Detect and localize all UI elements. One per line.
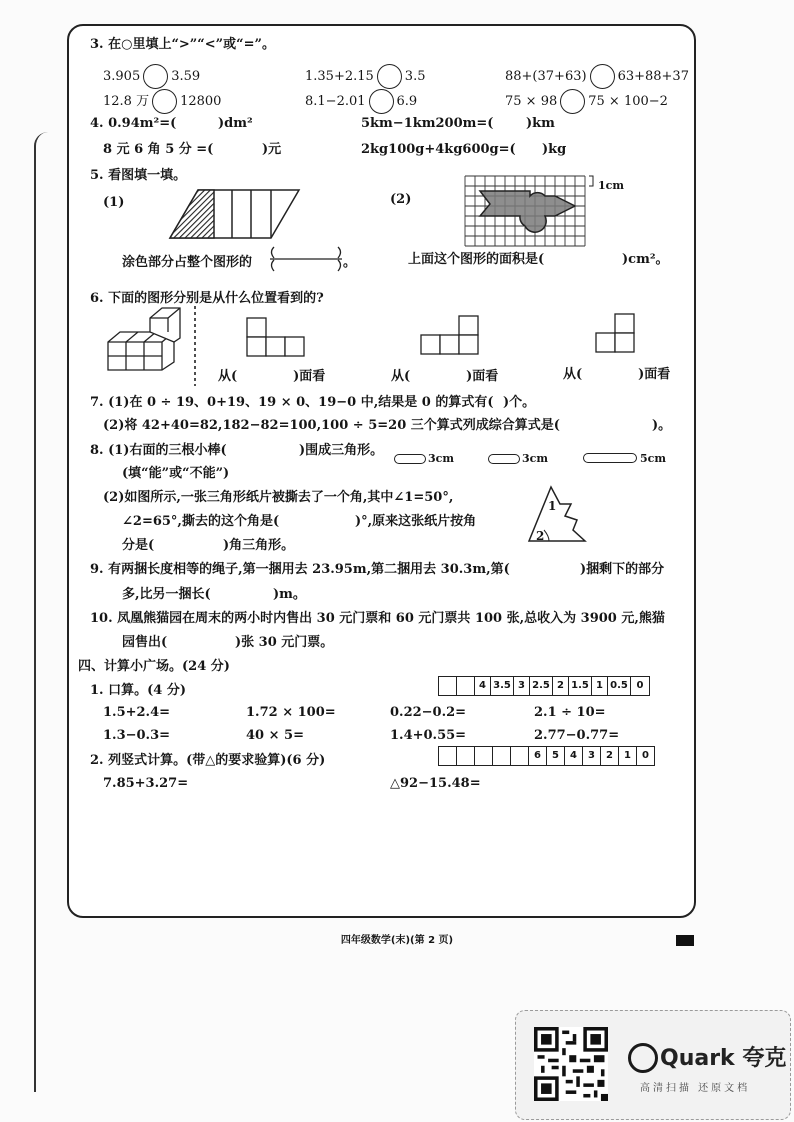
q8-line1c: (填“能”或“不能”) xyxy=(122,466,230,481)
compare-circle[interactable] xyxy=(377,64,402,89)
unit-bracket xyxy=(588,176,596,188)
quark-logo-icon xyxy=(628,1043,658,1073)
q9-line1a: 9. 有两捆长度相等的绳子,第一捆用去 23.95m,第二捆用去 30.3m,第( xyxy=(90,562,510,577)
q8-line1a: 8. (1)右面的三根小棒( xyxy=(90,443,227,458)
q5-title: 5. 看图填一填。 xyxy=(90,168,187,183)
q8-line3a: ∠2=65°,撕去的这个角是( xyxy=(122,514,280,529)
q4-c-end: )元 xyxy=(262,142,282,157)
q8-line3b: )°,原来这张纸片按角 xyxy=(355,514,477,529)
q4-c-start: 8 元 6 角 5 分 =( xyxy=(103,142,214,157)
q5-part2-text: 上面这个图形的面积是( xyxy=(408,252,545,267)
q6-answer-2: 从( )面看 xyxy=(391,369,499,384)
fraction-answer[interactable] xyxy=(268,246,346,272)
q8-line1b: )围成三角形。 xyxy=(299,443,384,458)
q5-part1-label: (1) xyxy=(103,195,125,210)
q10-line2a: 园售出( xyxy=(122,635,168,650)
q6-title: 6. 下面的图形分别是从什么位置看到的? xyxy=(90,291,324,306)
oral-calc-title: 1. 口算。(4 分) xyxy=(90,683,186,698)
q8-line4a: 分是( xyxy=(122,538,155,553)
q3-item-4: 12.8 万 12800 xyxy=(103,89,221,114)
stick-3-label: 5cm xyxy=(640,452,666,465)
oral-6: 40 × 5= xyxy=(246,728,304,743)
q10-line2b: )张 30 元门票。 xyxy=(235,635,334,650)
q5-part2-label: (2) xyxy=(390,192,412,207)
quark-tagline: 高清扫描 还原文档 xyxy=(640,1083,751,1094)
score-box-2: 6 5 4 3 2 1 0 xyxy=(438,746,655,766)
q4-d-end: )kg xyxy=(542,142,567,157)
oral-5: 1.3−0.3= xyxy=(103,728,171,743)
q3-title: 3. 在○里填上“>”“<”或“=”。 xyxy=(90,37,275,52)
compare-circle[interactable] xyxy=(152,89,177,114)
section4-title: 四、计算小广场。(24 分) xyxy=(78,659,230,674)
q4-b-end: )km xyxy=(526,116,555,131)
binding-margin-line xyxy=(34,132,50,1092)
compare-circle[interactable] xyxy=(369,89,394,114)
q3-item-2: 1.35+2.15 3.5 xyxy=(305,64,425,89)
compare-circle[interactable] xyxy=(143,64,168,89)
q9-line2b: )m。 xyxy=(273,587,306,602)
view-shape-1 xyxy=(247,318,307,358)
quark-watermark xyxy=(515,1010,791,1120)
q9-line1b: )捆剩下的部分 xyxy=(580,562,665,577)
stick-2 xyxy=(488,454,520,464)
scan-mark xyxy=(676,935,694,946)
q6-answer-1: 从( )面看 xyxy=(218,369,326,384)
vertical-calc-2: △92−15.48= xyxy=(390,776,481,791)
q4-a-start: 4. 0.94m²=( xyxy=(90,116,177,131)
vertical-calc-title: 2. 列竖式计算。(带△的要求验算)(6 分) xyxy=(90,753,326,768)
compare-circle[interactable] xyxy=(560,89,585,114)
q6-answer-3: 从( )面看 xyxy=(563,367,671,382)
stick-1-label: 3cm xyxy=(428,452,454,465)
oral-8: 2.77−0.77= xyxy=(534,728,620,743)
oral-3: 0.22−0.2= xyxy=(390,705,467,720)
q3-item-5: 8.1−2.01 6.9 xyxy=(305,89,417,114)
dashed-divider xyxy=(193,306,197,386)
vertical-calc-1: 7.85+3.27= xyxy=(103,776,189,791)
q5-part1-end: 。 xyxy=(343,255,357,270)
q3-item-3: 88+(37+63) 63+88+37 xyxy=(505,64,689,89)
q8-line2: (2)如图所示,一张三角形纸片被撕去了一个角,其中∠1=50°, xyxy=(103,490,454,505)
stick-3 xyxy=(583,453,637,463)
grid-figure xyxy=(465,176,590,246)
q7-line2-end: )。 xyxy=(652,418,672,433)
q4-a-end: )dm² xyxy=(218,116,253,131)
q9-line2a: 多,比另一捆长( xyxy=(122,587,211,602)
q3-item-1: 3.905 3.59 xyxy=(103,64,200,89)
view-shape-2 xyxy=(421,316,481,356)
q3-item-6: 75 × 98 75 × 100−2 xyxy=(505,89,668,114)
q7-line1: 7. (1)在 0 ÷ 19、0+19、19 × 0、19−0 中,结果是 0 的算式有( xyxy=(90,395,494,410)
oral-1: 1.5+2.4= xyxy=(103,705,171,720)
q5-part2-end: )cm²。 xyxy=(622,252,669,267)
compare-circle[interactable] xyxy=(590,64,615,89)
cube-stack-figure xyxy=(108,318,183,370)
unit-label: 1cm xyxy=(598,179,624,192)
q8-line4b: )角三角形。 xyxy=(223,538,295,553)
q5-part1-text: 涂色部分占整个图形的 xyxy=(122,255,253,270)
stick-1 xyxy=(394,454,426,464)
q10-line1: 10. 凤凰熊猫园在周末的两小时内售出 30 元门票和 60 元门票共 100 张,总收入为 3900 元,熊猫 xyxy=(90,611,665,626)
parallelogram-figure xyxy=(170,190,300,240)
oral-4: 2.1 ÷ 10= xyxy=(534,705,606,720)
q7-line1-end: )个。 xyxy=(503,395,536,410)
q4-b-start: 5km−1km200m=( xyxy=(361,116,494,131)
quark-brand: Quark 夸克 xyxy=(660,1046,787,1071)
page-footer: 四年级数学(末)(第 2 页) xyxy=(340,935,454,946)
angle-1-label: 1 xyxy=(548,499,557,513)
oral-7: 1.4+0.55= xyxy=(390,728,467,743)
oral-2: 1.72 × 100= xyxy=(246,705,336,720)
stick-2-label: 3cm xyxy=(522,452,548,465)
qr-code-icon xyxy=(534,1027,608,1101)
score-box-1: 4 3.5 3 2.5 2 1.5 1 0.5 0 xyxy=(438,676,650,696)
q7-line2: (2)将 42+40=82,182−82=100,100 ÷ 5=20 三个算式列成综合算式是( xyxy=(103,418,560,433)
view-shape-3 xyxy=(596,314,638,354)
angle-2-label: 2 xyxy=(536,529,545,543)
q4-d-start: 2kg100g+4kg600g=( xyxy=(361,142,516,157)
